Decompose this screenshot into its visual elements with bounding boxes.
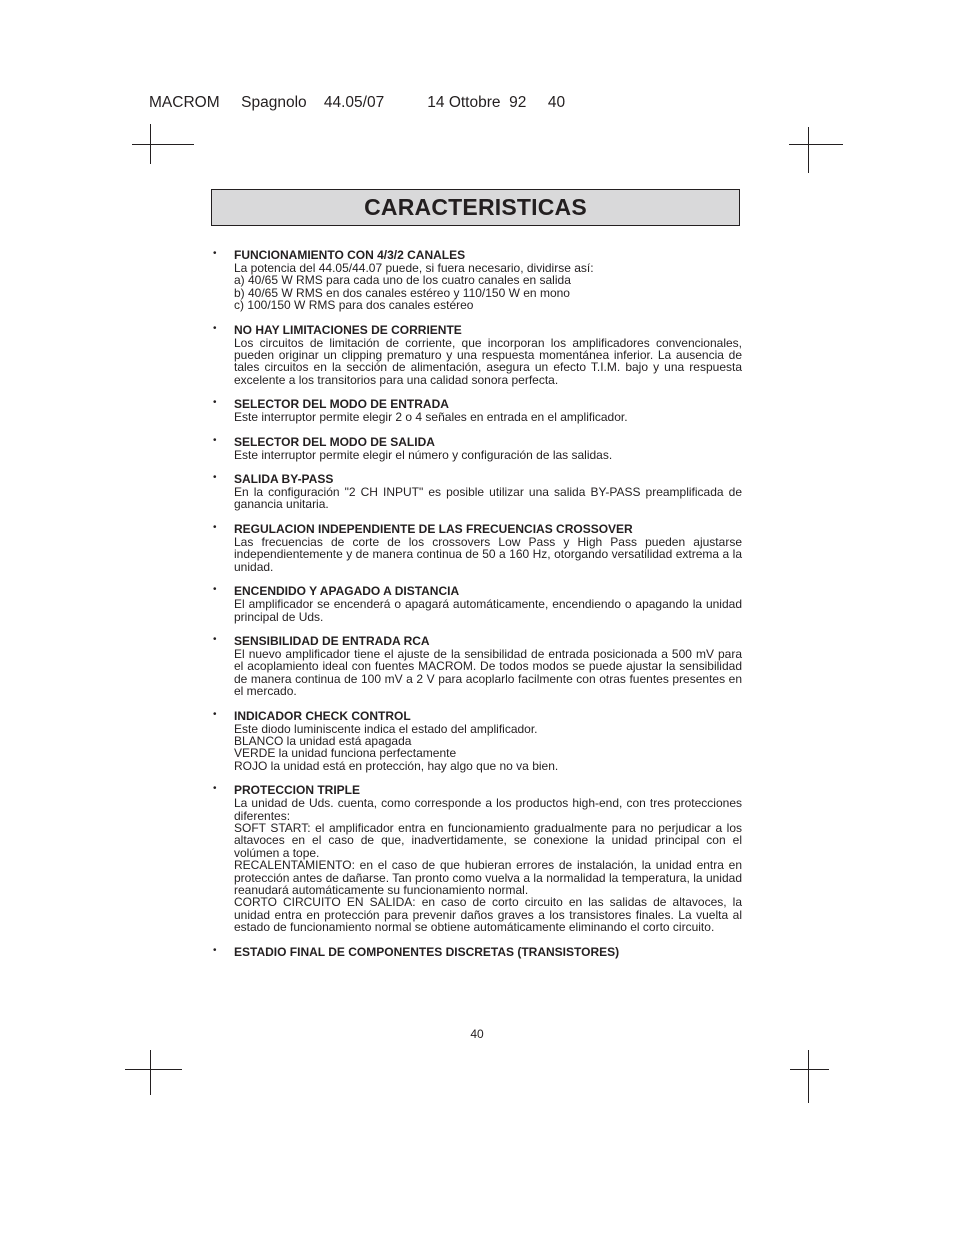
feature-heading: SENSIBILIDAD DE ENTRADA RCA — [234, 633, 430, 648]
bullet-icon: • — [213, 521, 217, 533]
feature-text: La unidad de Uds. cuenta, como corresponde a los productos high-end, con tres protecciones diferentes: — [234, 796, 742, 823]
bullet-icon: • — [213, 584, 217, 596]
title-box — [211, 189, 740, 226]
header-slug: MACROM Spagnolo 44.05/07 14 Ottobre 92 40 — [149, 94, 566, 111]
feature-text: SOFT START: el amplificador entra en funcionamiento gradualmente para no perjudicar a los altavoces en el caso de que, inadvertidamente, se conexione la unidad principal con el volúmen a tope. — [234, 820, 742, 860]
feature-heading: SALIDA BY-PASS — [234, 472, 334, 487]
feature-heading: ENCENDIDO Y APAGADO A DISTANCIA — [234, 584, 460, 599]
feature-section — [213, 784, 742, 933]
feature-heading: INDICADOR CHECK CONTROL — [234, 708, 411, 723]
feature-text: En la configuración "2 CH INPUT" es posible utilizar una salida BY-PASS preamplificada de ganancia unitaria. — [234, 485, 742, 512]
feature-heading: PROTECCION TRIPLE — [234, 783, 361, 798]
bullet-icon: • — [213, 434, 217, 446]
feature-section — [213, 324, 742, 387]
bullet-icon: • — [213, 944, 217, 956]
feature-text: CORTO CIRCUITO EN SALIDA: en caso de corto circuito en las salidas de altavoces, la unidad entra en protección para prevenir daños graves a los transistores finales. La vuelta al estado de funcionamiento normal se obtiene automáticamente eliminando el corto circuito. — [234, 895, 742, 935]
feature-section — [213, 473, 742, 511]
feature-section — [213, 710, 742, 773]
feature-text: El nuevo amplificador tiene el ajuste de la sensibilidad de entrada posicionada a 500 mV para el acoplamiento ideal con fuentes MACROM. De todos modos se puede ajustar la sensibilidad de manera continua de 100 mV a 2 V para acoplarlo facilmente con otras fuentes presentes en el mercado. — [234, 646, 742, 699]
bullet-icon: • — [213, 322, 217, 334]
feature-section — [213, 635, 742, 698]
bullet-icon: • — [213, 783, 217, 795]
feature-text: Los circuitos de limitación de corriente, que incorporan los amplificadores convencionales, pueden originar un clipping prematuro y una respuesta momentánea inferior. La ausencia de tales circuitos en la sección de alimentación, asegura un efecto T.I.M. bajo y una respuesta excelente a los transitorios para una calidad sonora perfecta. — [234, 335, 742, 387]
feature-heading: REGULACION INDEPENDIENTE DE LAS FRECUENCIAS CROSSOVER — [234, 521, 633, 536]
bullet-icon: • — [213, 248, 217, 259]
feature-text: El amplificador se encenderá o apagará automáticamente, encendiendo o apagando la unidad principal de Uds. — [234, 597, 742, 624]
feature-text: RECALENTAMIENTO: en el caso de que hubieran errores de instalación, la unidad entra en protección antes de dañarse. Tan pronto como vuelva a la normalidad la temperatura, la unidad reanudará automáticamente su funcionamiento normal. — [234, 858, 742, 897]
features-list — [213, 249, 742, 971]
feature-text: BLANCO la unidad está apagada — [234, 733, 412, 748]
feature-text: Las frecuencias de corte de los crossovers Low Pass y High Pass pueden ajustarse independientemente y de manera continua de 50 a 160 Hz, otorgando versatilidad extrema a la unidad. — [234, 534, 742, 574]
feature-section — [213, 946, 742, 959]
page-title: CARACTERISTICAS — [364, 194, 587, 220]
feature-section — [213, 523, 742, 573]
bullet-icon: • — [213, 633, 217, 645]
feature-text: ROJO la unidad está en protección, hay algo que no va bien. — [234, 758, 559, 773]
feature-heading: SELECTOR DEL MODO DE ENTRADA — [234, 397, 449, 412]
bullet-icon: • — [213, 708, 217, 720]
feature-heading: FUNCIONAMIENTO CON 4/3/2 CANALES — [234, 248, 466, 262]
page-number: 40 — [470, 1027, 484, 1041]
feature-text: Este interruptor permite elegir el número y configuración de las salidas. — [234, 447, 613, 462]
feature-text: b) 40/65 W RMS en dos canales estéreo y 110/150 W en mono — [234, 285, 570, 300]
bullet-icon: • — [213, 397, 217, 409]
feature-section — [213, 436, 742, 461]
bullet-icon: • — [213, 472, 217, 484]
feature-heading: SELECTOR DEL MODO DE SALIDA — [234, 434, 435, 449]
feature-text: La potencia del 44.05/44.07 puede, si fuera necesario, dividirse así: — [234, 261, 594, 275]
feature-text: a) 40/65 W RMS para cada uno de los cuatro canales en salida — [234, 273, 571, 288]
feature-text: Este interruptor permite elegir 2 o 4 señales en entrada en el amplificador. — [234, 410, 628, 425]
feature-section — [213, 398, 742, 423]
feature-section — [213, 249, 742, 312]
feature-heading: NO HAY LIMITACIONES DE CORRIENTE — [234, 322, 462, 337]
feature-heading: ESTADIO FINAL DE COMPONENTES DISCRETAS (TRANSISTORES) — [234, 944, 620, 959]
feature-text: Este diodo luminiscente indica el estado del amplificador. — [234, 721, 538, 736]
feature-text: c) 100/150 W RMS para dos canales estéreo — [234, 298, 474, 313]
feature-section — [213, 585, 742, 623]
feature-text: VERDE la unidad funciona perfectamente — [234, 746, 457, 761]
